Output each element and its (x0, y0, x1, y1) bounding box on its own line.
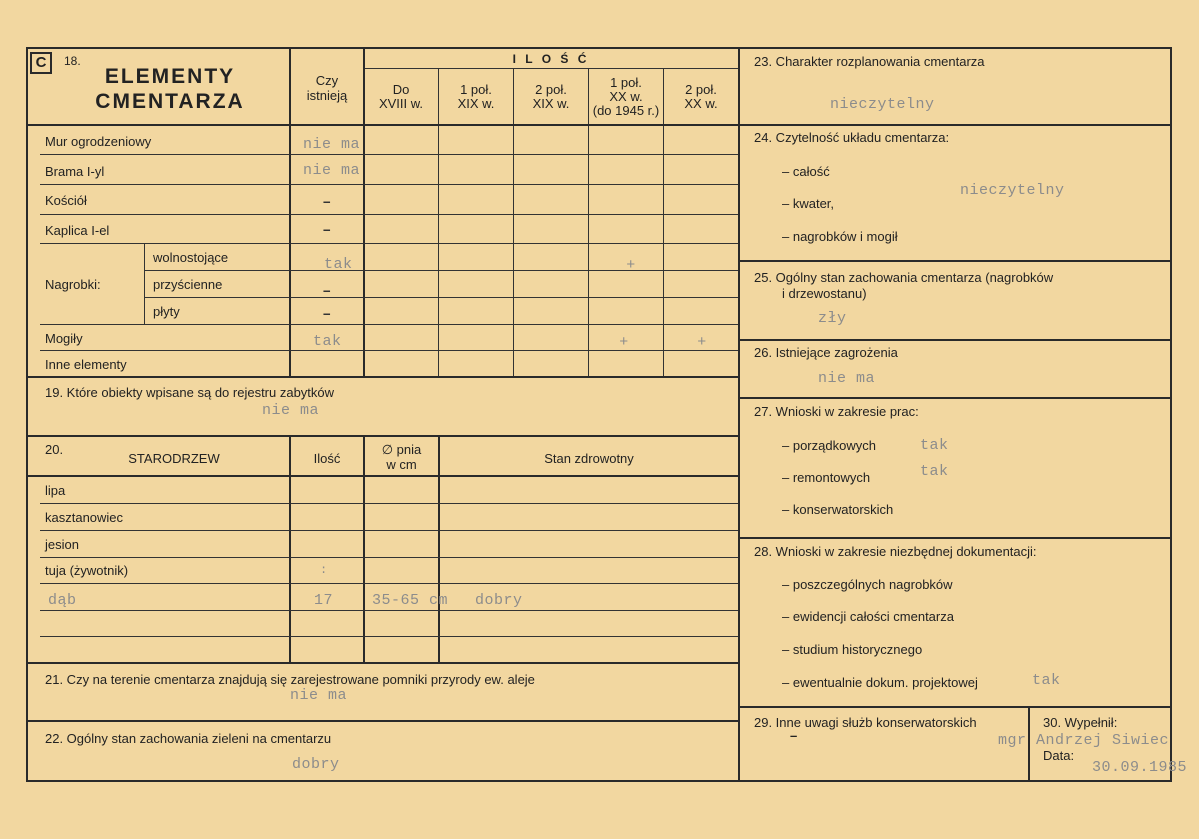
row-label-mogily: Mogiły (45, 331, 83, 346)
q28-label: 28. Wnioski w zakresie niezbędnej dokumentacji: (754, 544, 1037, 559)
q23-label: 23. Charakter rozplanowania cmentarza (754, 54, 985, 69)
row-label-nagrobki: Nagrobki: (45, 277, 101, 292)
q20-header-count: Ilość (313, 451, 341, 466)
period-2-line2: XIX w. (457, 96, 495, 111)
q25-label-1: 25. Ogólny stan zachowania cmentarza (nagrobków (754, 270, 1054, 285)
q20-header-diameter-1: ∅ pnia (381, 442, 422, 457)
q28-item-projektowej: – ewentualnie dokum. projektowej (782, 675, 978, 690)
exists-plyty: – (322, 306, 332, 323)
czy-istnieja-line1: Czy (315, 73, 339, 88)
q23-answer: nieczytelny (830, 96, 935, 113)
row-label-brama: Brama I-yl (45, 164, 105, 179)
row-line (40, 154, 738, 155)
q21-answer: nie ma (290, 687, 348, 704)
q20-number: 20. (45, 442, 64, 457)
q30-label: 30. Wypełnił: (1043, 715, 1118, 730)
q29-label: 29. Inne uwagi służb konserwatorskich (754, 715, 977, 730)
period-1-line2: XVIII w. (378, 96, 424, 111)
q27-item-remontowych: – remontowych (782, 470, 871, 485)
period-4-line3: (do 1945 r.) (592, 103, 660, 118)
mark-mogily-xx1: + (619, 334, 629, 351)
q19-answer: nie ma (262, 402, 320, 419)
exists-wolnostojace: tak (324, 256, 353, 273)
period-3-line2: XIX w. (532, 96, 570, 111)
row-line (739, 339, 1171, 341)
exists-kaplica: – (322, 222, 332, 239)
row-line (40, 214, 738, 215)
q20-header-diameter-2: w cm (386, 457, 417, 472)
row-line (27, 124, 739, 126)
col-line (438, 436, 440, 662)
row-line (40, 503, 738, 504)
q24-answer: nieczytelny (960, 182, 1065, 199)
row-label-plyty: płyty (153, 304, 180, 319)
q21-label: 21. Czy na terenie cmentarza znajdują się zarejestrowane pomniki przyrody ew. aleje (45, 672, 535, 687)
q28-item-studium: – studium historycznego (782, 642, 923, 657)
period-2-line1: 1 poł. (460, 82, 492, 97)
tree-lipa: lipa (45, 483, 66, 498)
q24-label: 24. Czytelność układu cmentarza: (754, 130, 950, 145)
exists-mur: nie ma (303, 136, 361, 153)
q26-label: 26. Istniejące zagrożenia (754, 345, 898, 360)
row-line (40, 583, 738, 584)
row-line (739, 124, 1171, 126)
period-5-line1: 2 poł. (685, 82, 717, 97)
q27-item-konserwatorskich: – konserwatorskich (782, 502, 894, 517)
row-line (27, 475, 739, 477)
q26-answer: nie ma (818, 370, 876, 387)
q27-label: 27. Wnioski w zakresie prac: (754, 404, 919, 419)
q19-label: 19. Które obiekty wpisane są do rejestru zabytków (45, 385, 335, 400)
q30-date-label: Data: (1043, 748, 1075, 763)
col-line (289, 436, 291, 662)
q30-date: 30.09.1985 (1092, 759, 1188, 776)
row-line (739, 260, 1171, 262)
mark-mogily-xx2: + (697, 334, 707, 351)
col-line (663, 68, 664, 376)
row-line (40, 324, 738, 325)
exists-kosciol: – (322, 194, 332, 211)
row-line (40, 636, 738, 637)
section-title-line2: CMENTARZA (95, 90, 245, 113)
row-label-kaplica: Kaplica I-el (45, 223, 110, 238)
q27-item-porzadkowych: – porządkowych (782, 438, 876, 453)
row-label-kosciol: Kościół (45, 193, 87, 208)
row-line (145, 297, 738, 298)
dab-count: 17 (314, 592, 334, 609)
q27-answer-remontowych: tak (920, 463, 949, 480)
section-letter-box: C (30, 52, 52, 74)
q24-item-calosc: – całość (782, 164, 830, 179)
q22-answer: dobry (292, 756, 340, 773)
q28-item-ewidencji: – ewidencji całości cmentarza (782, 609, 954, 624)
row-line (27, 435, 739, 437)
row-line (40, 557, 738, 558)
row-label-inne: Inne elementy (45, 357, 127, 372)
row-line (27, 720, 739, 722)
exists-brama: nie ma (303, 162, 361, 179)
row-line (40, 530, 738, 531)
col-line (438, 68, 439, 376)
q22-label: 22. Ogólny stan zachowania zieleni na cmentarzu (45, 731, 332, 746)
row-line (739, 706, 1171, 708)
row-line (40, 610, 738, 611)
tree-dab: dąb (48, 592, 77, 609)
exists-przyscienne: – (322, 283, 332, 300)
q29-answer: – (790, 728, 798, 743)
row-label-przyscienne: przyścienne (153, 277, 223, 292)
czy-istnieja-line2: istnieją (306, 88, 348, 103)
q25-label-2: i drzewostanu) (782, 286, 867, 301)
row-line (40, 184, 738, 185)
row-label-mur: Mur ogrodzeniowy (45, 134, 152, 149)
q27-answer-porzadkowych: tak (920, 437, 949, 454)
period-4-line1: 1 poł. (610, 75, 642, 90)
q25-answer: zły (818, 310, 847, 327)
ilosc-header: I L O Ś Ć (512, 52, 590, 66)
period-5-line2: XX w. (684, 96, 718, 111)
q20-header-health: Stan zdrowotny (544, 451, 634, 466)
row-line (739, 397, 1171, 399)
tuja-count: : (320, 563, 328, 577)
mark-wolnostojace-xx1: + (626, 257, 636, 274)
row-label-wolnostojace: wolnostojące (153, 250, 229, 265)
row-line (27, 662, 739, 664)
q24-item-nagrobkow: – nagrobków i mogił (782, 229, 898, 244)
q28-item-nagrobkow: – poszczególnych nagrobków (782, 577, 953, 592)
q20-header-tree: STARODRZEW (128, 451, 220, 466)
dab-health: dobry (475, 592, 523, 609)
section-number: 18. (64, 54, 81, 68)
q28-answer: tak (1032, 672, 1061, 689)
column-divider (738, 48, 740, 781)
row-line (27, 376, 739, 378)
tree-kasztanowiec: kasztanowiec (45, 510, 124, 525)
q30-name: mgr Andrzej Siwiec (998, 732, 1170, 749)
period-3-line1: 2 poł. (535, 82, 567, 97)
period-1-line1: Do (392, 82, 410, 97)
col-line (513, 68, 514, 376)
row-line (739, 537, 1171, 539)
section-title-line1: ELEMENTY (104, 65, 236, 88)
period-4-line2: XX w. (609, 89, 643, 104)
dab-diameter: 35-65 cm (372, 592, 449, 609)
tree-jesion: jesion (45, 537, 79, 552)
exists-mogily: tak (313, 333, 342, 350)
q24-item-kwater: – kwater, (782, 196, 835, 211)
col-line (144, 243, 145, 324)
row-line (365, 68, 738, 69)
tree-tuja: tuja (żywotnik) (45, 563, 129, 578)
